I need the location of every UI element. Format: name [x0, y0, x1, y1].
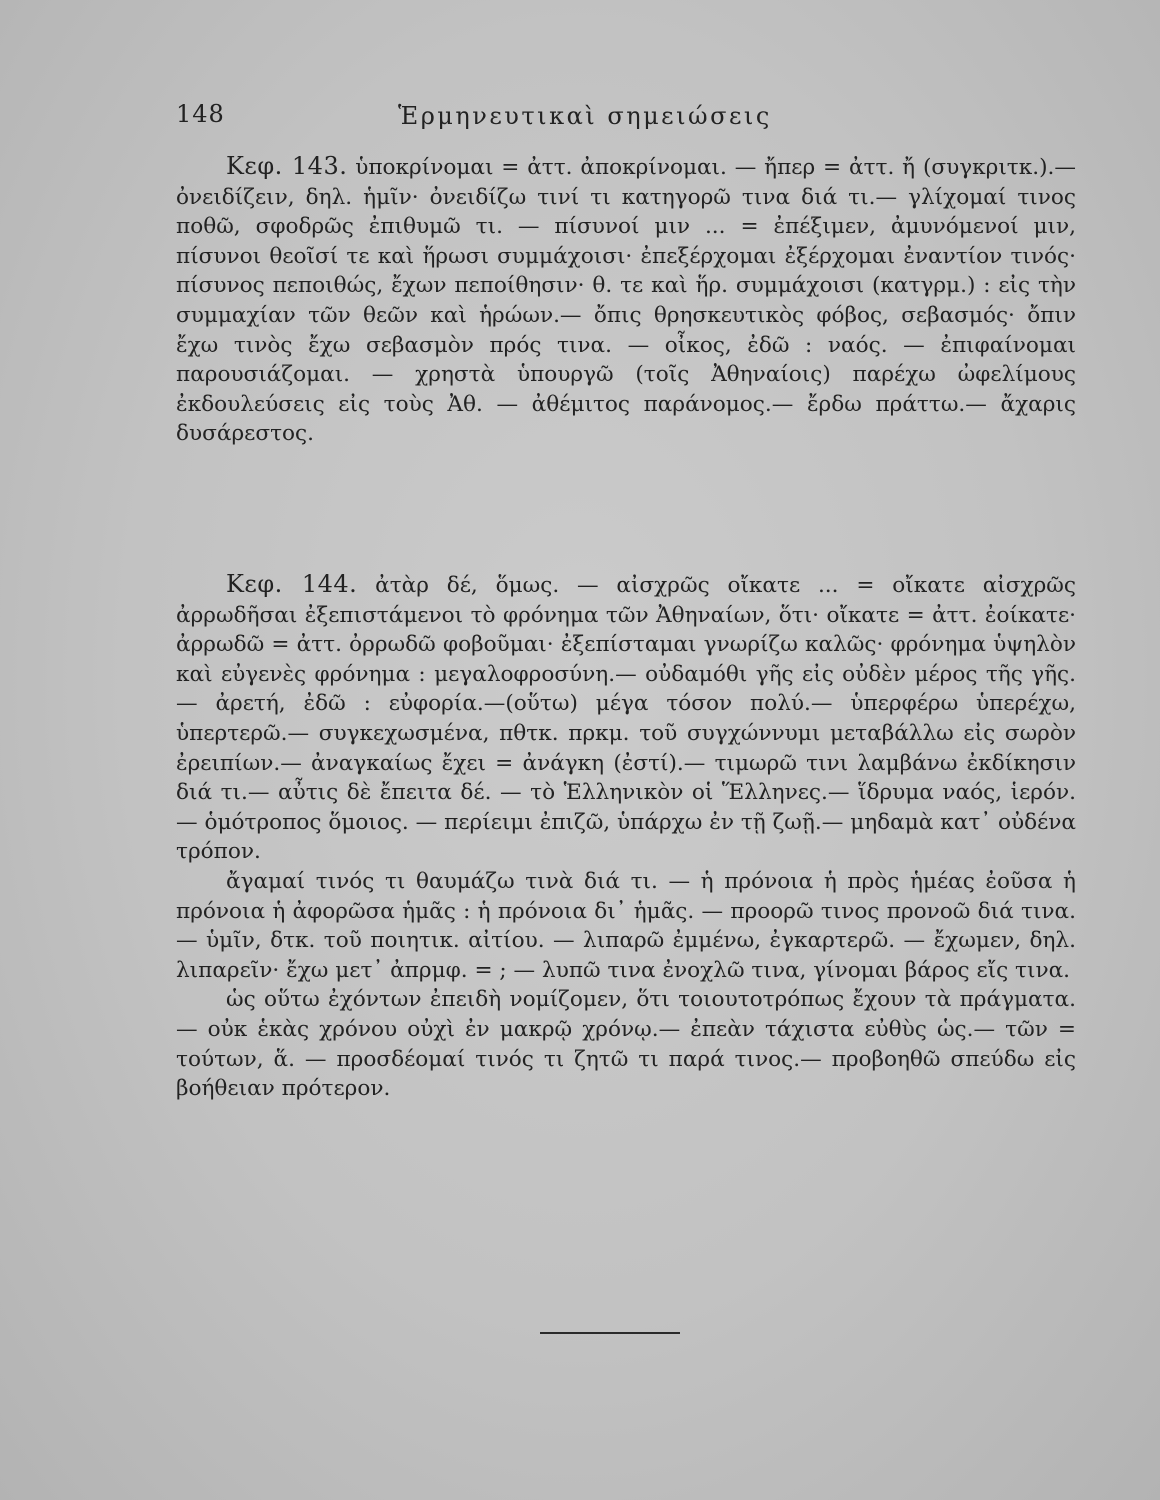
chapter-144-paragraph-3: ὡς οὕτω ἐχόντων ἐπειδὴ νομίζομεν, ὅτι τοιουτοτρόπως ἔχουν τὰ πράγματα.— οὐκ ἑκὰς χρόνου οὐχὶ ἐν μακρῷ χρόνῳ.— ἐπεὰν τάχιστα εὐθὺς ὡς.— τῶν = τούτων, ἅ. — προσδέομαί τινός τι ζητῶ τι παρά τινος.— προβοηθῶ σπεύδω εἰς βοήθειαν πρότερον. [176, 987, 1076, 1102]
chapter-144-paragraph-1 [176, 570, 1076, 867]
chapter-143-paragraph [176, 152, 1076, 449]
page-header [176, 100, 1076, 140]
chapter-144-text-1: ἀτὰρ δέ, ὅμως. — αἰσχρῶς οἴκατε ... = οἴκατε αἰσχρῶς ἀρρωδῆσαι ἐξεπιστάμενοι τὸ φρόνημα τῶν Ἀθηναίων, ὅτι· οἴκατε = ἀττ. ἐοίκατε· ἀρρωδῶ = ἀττ. ὀρρωδῶ φοβοῦμαι· ἐξεπίσταμαι γνωρίζω καλῶς· φρόνημα ὑψηλὸν καὶ εὐγενὲς φρόνημα : μεγαλοφροσύνη.— οὐδαμόθι γῆς εἰς οὐδὲν μέρος τῆς γῆς. — ἀρετή, ἐδῶ : εὐφορία.—(οὕτω) μέγα τόσον πολύ.— ὑπερφέρω ὑπερέχω, ὑπερτερῶ.— συγκεχωσμένα, πθτκ. πρκμ. τοῦ συγχώννυμι μεταβάλλω εἰς σωρὸν ἐρειπίων.— ἀναγκαίως ἔχει = ἀνάγκη (ἐστί).— τιμωρῶ τινι λαμβάνω ἐκδίκησιν διά τι.— αὖτις δὲ ἔπειτα δέ. — τὸ Ἑλληνικὸν οἱ Ἕλληνες.— ἵδρυμα ναός, ἱερόν. — ὁμότροπος ὅμοιος. — περίειμι ἐπιζῶ, ὑπάρχω ἐν τῇ ζωῇ.— μηδαμὰ κατ᾽ οὐδένα τρόπον. [176, 573, 1076, 865]
end-rule [540, 1332, 680, 1334]
chapter-144-label: Κεφ. 144. [226, 570, 358, 598]
page-number: 148 [176, 100, 225, 128]
chapter-144-paragraph-2: ἄγαμαί τινός τι θαυμάζω τινὰ διά τι. — ἡ πρόνοια ἡ πρὸς ἡμέας ἐοῦσα ἡ πρόνοια ἡ ἀφορῶσα ἡμᾶς : ἡ πρόνοια δι᾽ ἡμᾶς. — προορῶ τινος προνοῶ διά τινα.— ὑμῖν, δτκ. τοῦ ποιητικ. αἰτίου. — λιπαρῶ ἐμμένω, ἐγκαρτερῶ. — ἔχωμεν, δηλ. λιπαρεῖν· ἔχω μετ᾽ ἀπρμφ. = ; — λυπῶ τινα ἐνοχλῶ τινα, γίνομαι βάρος εἴς τινα. [176, 868, 1076, 983]
chapter-143-label: Κεφ. 143. [226, 152, 348, 180]
running-title: Ἑρμηνευτικαὶ σημειώσεις [398, 102, 772, 130]
chapter-143-text: ὑποκρίνομαι = ἀττ. ἀποκρίνομαι. — ἤπερ = ἀττ. ἤ (συγκριτκ.).— ὀνειδίζειν, δηλ. ἡμῖν· ὀνειδίζω τινί τι κατηγορῶ τινα διά τι.— γλίχομαί τινος ποθῶ, σφοδρῶς ἐπιθυμῶ τι. — πίσυνοί μιν ... = ἐπέξιμεν, ἀμυνόμενοί μιν, πίσυνοι θεοῖσί τε καὶ ἥρωσι συμμάχοισι· ἐπεξέρχομαι ἐξέρχομαι ἐναντίον τινός· πίσυνος πεποιθώς, ἔχων πεποίθησιν· θ. τε καὶ ἥρ. συμμάχοισι (κατγρμ.) : εἰς τὴν συμμαχίαν τῶν θεῶν καὶ ἡρώων.— ὄπις θρησκευτικὸς φόβος, σεβασμός· ὄπιν ἔχω τινὸς ἔχω σεβασμὸν πρός τινα. — οἶκος, ἐδῶ : ναός. — ἐπιφαίνομαι παρουσιάζομαι. — χρηστὰ ὑπουργῶ (τοῖς Ἀθηναίοις) παρέχω ὠφελίμους ἐκδουλεύσεις εἰς τοὺς Ἀθ. — ἀθέμιτος παράνομος.— ἔρδω πράττω.— ἄχαρις δυσάρεστος. [176, 155, 1076, 447]
chapter-143-notes [176, 152, 1076, 449]
chapter-144-notes [176, 570, 1076, 1104]
